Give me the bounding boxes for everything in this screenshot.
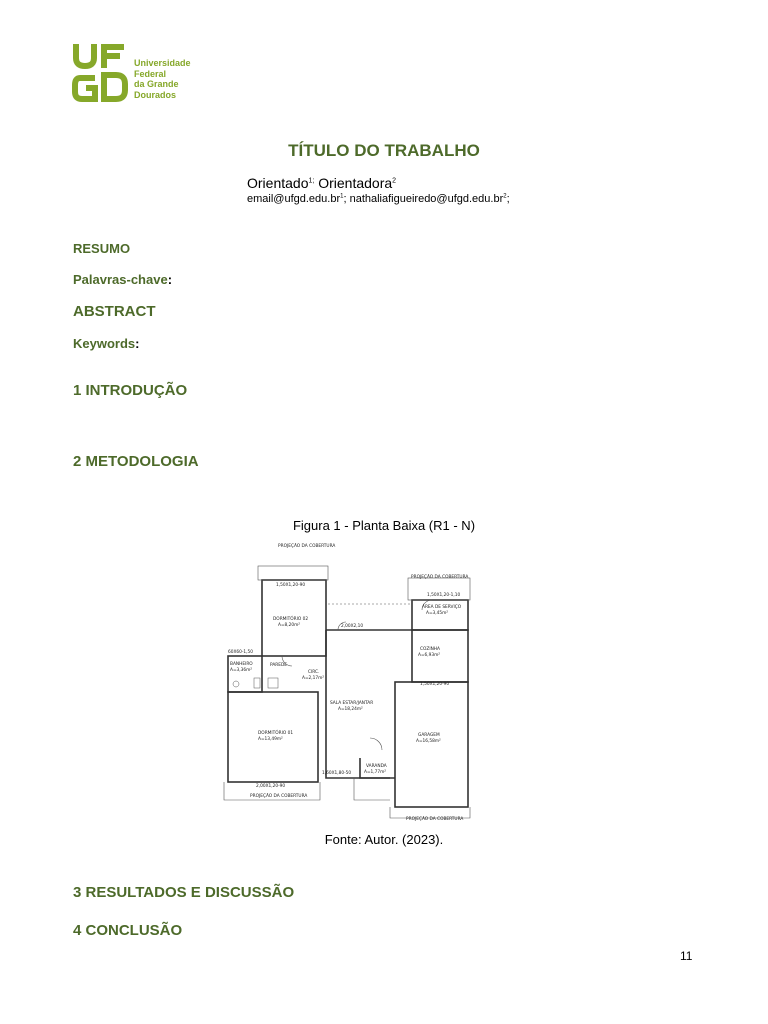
svg-text:PROJEÇÃO DA COBERTURA: PROJEÇÃO DA COBERTURA [250, 794, 308, 799]
svg-text:A=18,24m²: A=18,24m² [338, 707, 363, 712]
svg-text:DORMITÓRIO 02: DORMITÓRIO 02 [273, 617, 309, 622]
svg-text:1,60X1,80-50: 1,60X1,80-50 [322, 771, 352, 776]
svg-text:ÁREA DE SERVIÇO: ÁREA DE SERVIÇO [422, 605, 462, 610]
heading-resultados: 3 RESULTADOS E DISCUSSÃO [73, 884, 295, 901]
email-line: $email@ufgd.edu.br^1$; $nathaliafigueiredo@ufgd.edu.br^2$; [247, 193, 510, 205]
figure-source: Fonte: Autor. (2023). [324, 832, 444, 847]
document-title: TÍTULO DO TRABALHO [288, 141, 480, 160]
svg-text:A=3,36m²: A=3,36m² [230, 668, 253, 673]
heading-metodologia: 2 METODOLOGIA [73, 453, 199, 470]
svg-text:GARAGEM: GARAGEM [418, 733, 440, 738]
svg-text:A=2,17m²: A=2,17m² [302, 676, 325, 681]
svg-text:CIRC.: CIRC. [308, 670, 320, 675]
heading-palavras-chave: Palavras-chave: [73, 272, 173, 287]
svg-text:BANHEIRO: BANHEIRO [230, 662, 253, 667]
svg-text:60X60-1,50: 60X60-1,50 [228, 650, 253, 655]
heading-abstract: ABSTRACT [73, 303, 156, 320]
svg-text:2,00X2,10: 2,00X2,10 [341, 624, 364, 629]
svg-text:PROJEÇÃO DA COBERTURA: PROJEÇÃO DA COBERTURA [406, 817, 464, 822]
floor-plan-figure [220, 538, 480, 828]
svg-text:A=8,20m²: A=8,20m² [278, 623, 301, 628]
svg-text:1,50X1,20-90: 1,50X1,20-90 [276, 583, 306, 588]
svg-text:1,50X1,20-1,10: 1,50X1,20-1,10 [427, 593, 461, 598]
svg-text:A=16,58m²: A=16,58m² [416, 739, 441, 744]
author-1: Orientado [247, 175, 309, 191]
author-line: Orientado$^{1;}$ Orientadora$^2$ [247, 175, 397, 191]
figure-caption: Figura 1 - Planta Baixa (R1 - N) [292, 518, 476, 533]
svg-text:PROJEÇÃO DA COBERTURA: PROJEÇÃO DA COBERTURA [278, 544, 336, 549]
svg-text:SALA ESTAR/JANTAR: SALA ESTAR/JANTAR [330, 701, 374, 706]
svg-text:COZINHA: COZINHA [420, 647, 440, 652]
svg-text:PAREDE: PAREDE [270, 663, 287, 668]
heading-keywords: Keywords: [73, 336, 140, 351]
svg-text:PROJEÇÃO DA COBERTURA: PROJEÇÃO DA COBERTURA [411, 575, 469, 580]
heading-introducao: 1 INTRODUÇÃO [73, 382, 188, 399]
heading-resumo: RESUMO [73, 241, 131, 256]
email-2: nathaliafigueiredo@ufgd.edu.br [349, 193, 504, 205]
svg-text:VARANDA: VARANDA [366, 764, 387, 769]
svg-text:A=1,77m²: A=1,77m² [364, 770, 387, 775]
svg-text:2,00X1,20-90: 2,00X1,20-90 [256, 784, 286, 789]
author-2: Orientadora [314, 175, 393, 191]
svg-text:A=3,45m²: A=3,45m² [426, 611, 449, 616]
svg-text:DORMITÓRIO 01: DORMITÓRIO 01 [258, 731, 294, 736]
page-number: 11 [680, 949, 693, 963]
svg-text:A=6,93m²: A=6,93m² [418, 653, 441, 658]
svg-text:A=13,49m²: A=13,49m² [258, 737, 283, 742]
svg-text:1,50X1,20-90: 1,50X1,20-90 [420, 682, 450, 687]
heading-conclusao: 4 CONCLUSÃO [73, 922, 183, 939]
university-name: Universidade Federal da Grande Dourados [134, 58, 191, 100]
email-1: email@ufgd.edu.br [247, 193, 341, 205]
